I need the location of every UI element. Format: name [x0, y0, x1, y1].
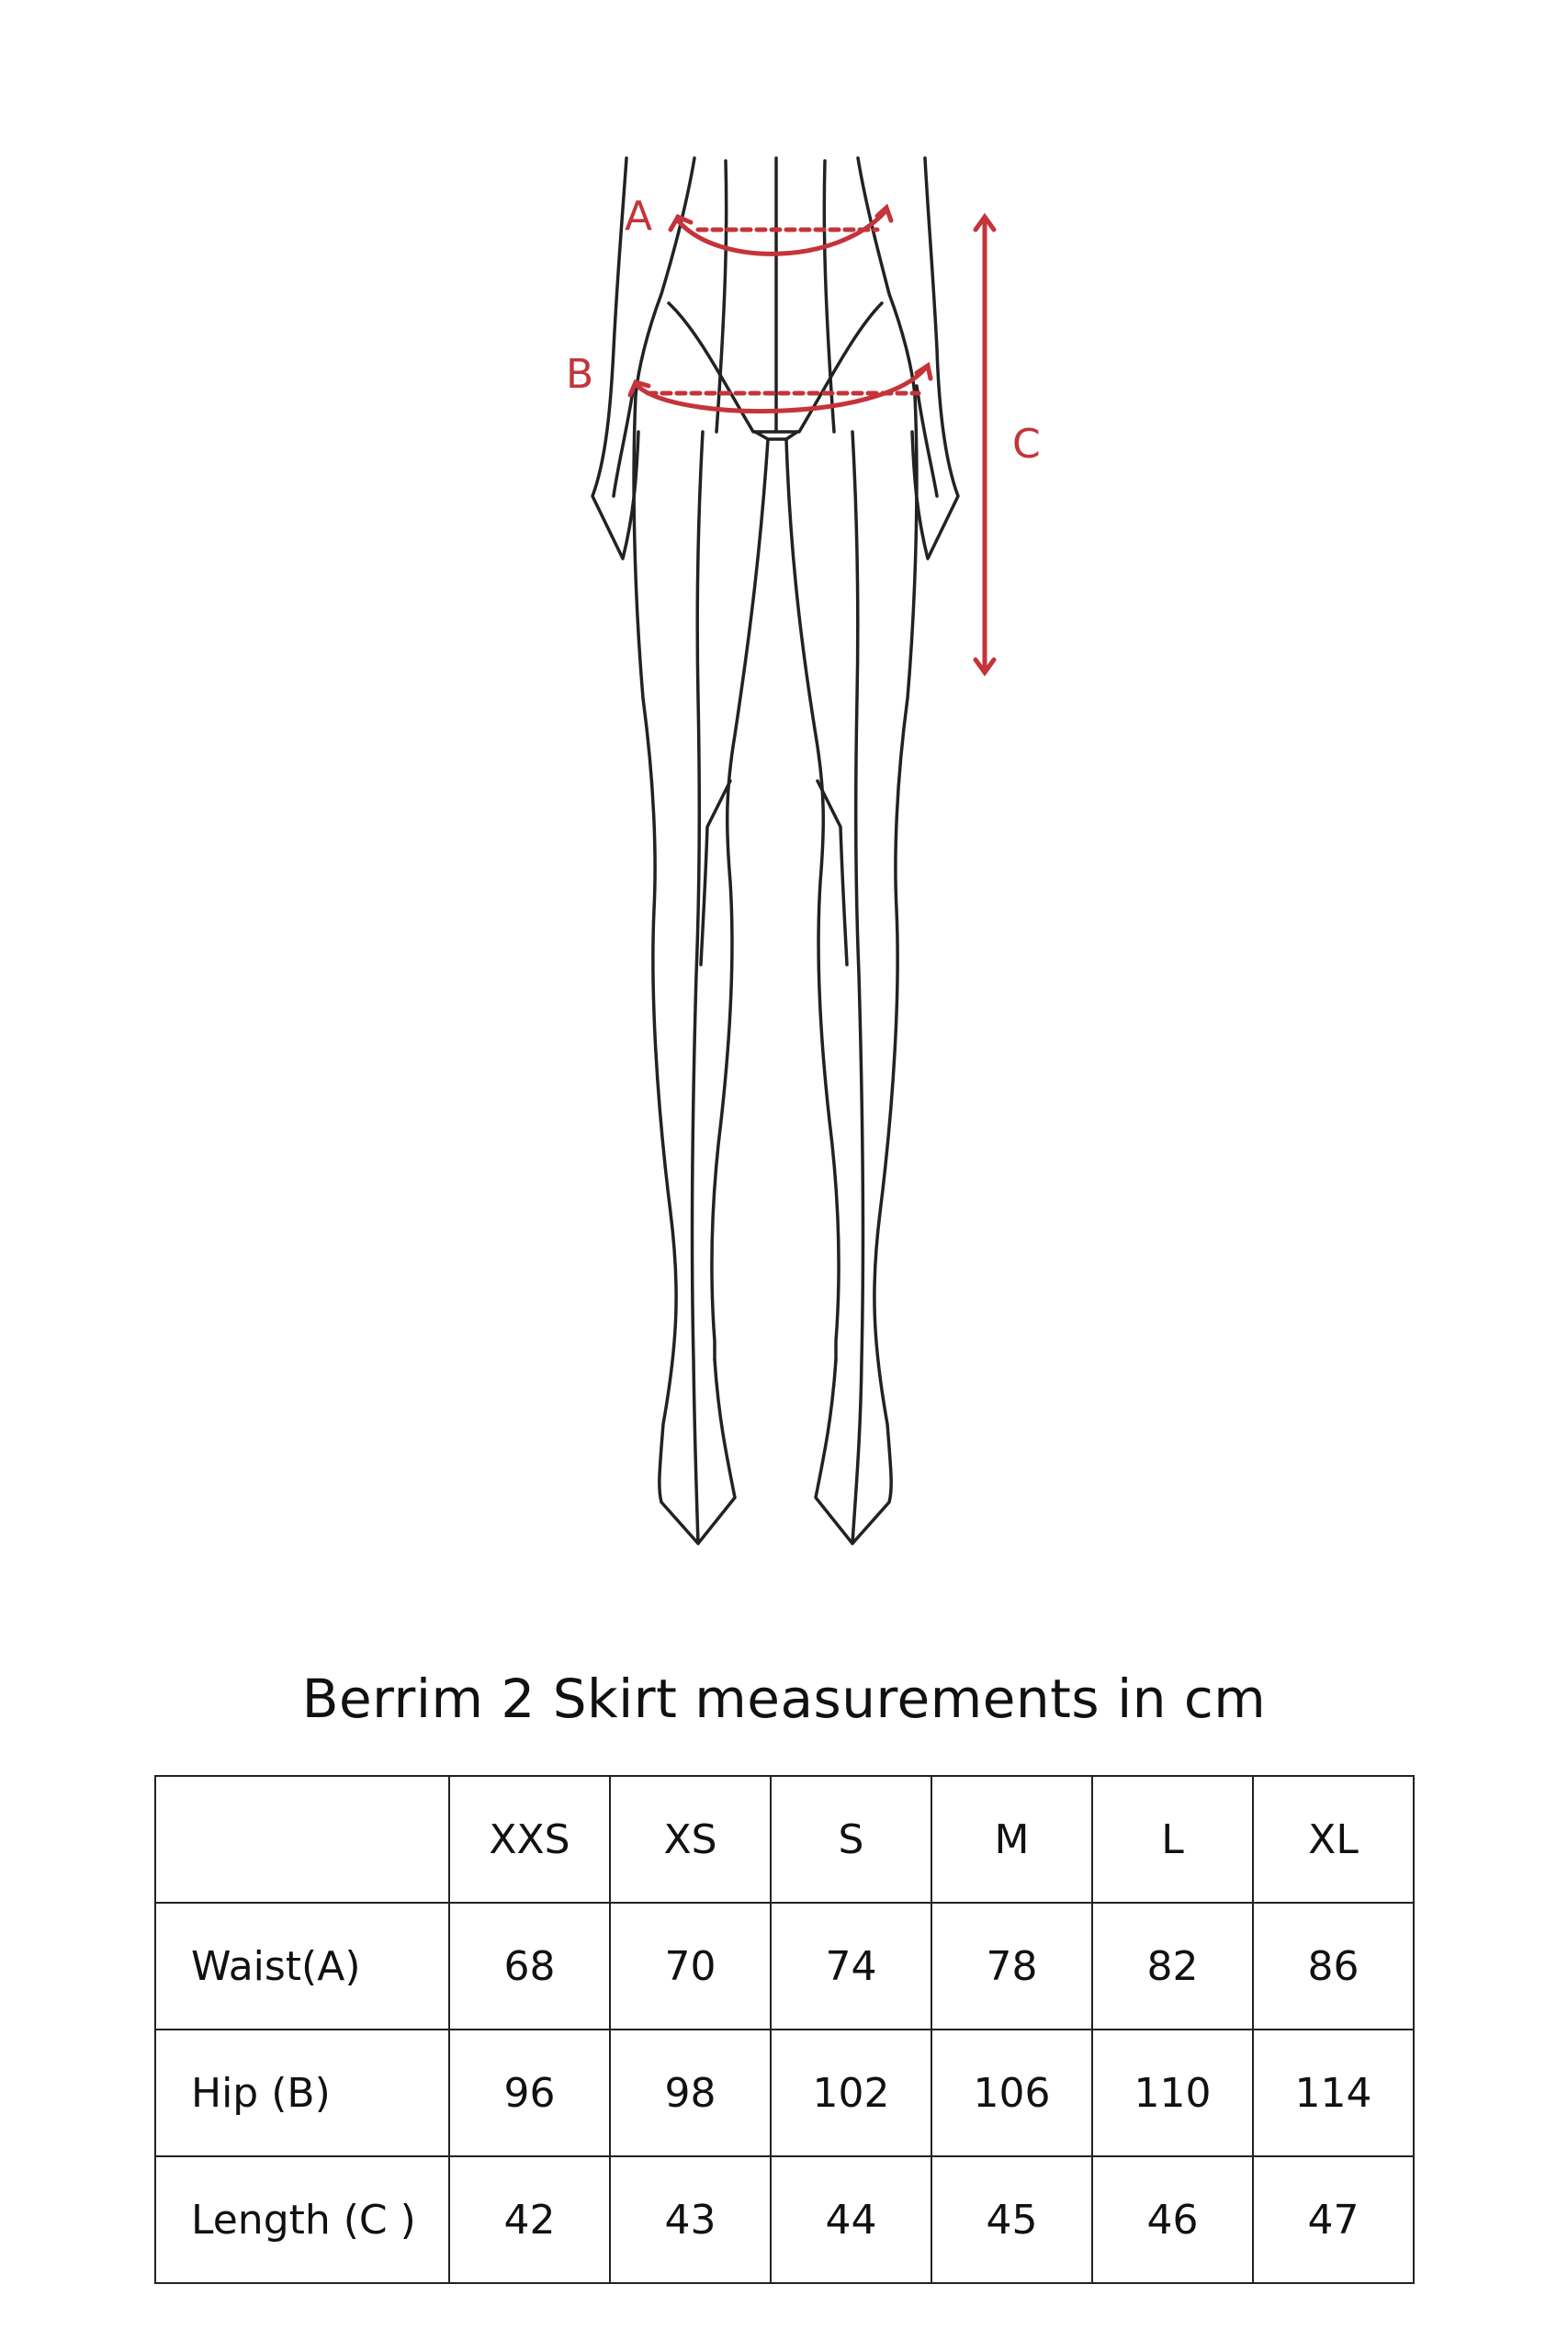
- label-c: C: [1012, 421, 1041, 468]
- table-cell: 68: [449, 1903, 610, 2030]
- table-cell: 45: [931, 2156, 1092, 2283]
- table-cell: 110: [1092, 2030, 1253, 2156]
- table-cell: 102: [771, 2030, 931, 2156]
- table-cell: 106: [931, 2030, 1092, 2156]
- size-header: L: [1092, 1776, 1253, 1903]
- size-header: XS: [610, 1776, 771, 1903]
- label-a: A: [625, 193, 653, 240]
- table-header-row: [155, 1776, 1414, 1903]
- table-cell: 78: [931, 1903, 1092, 2030]
- row-label: Waist(A): [155, 1903, 449, 2030]
- table-cell: 42: [449, 2156, 610, 2283]
- row-label: Hip (B): [155, 2030, 449, 2156]
- table-cell: 82: [1092, 1903, 1253, 2030]
- table-row: [155, 2156, 1414, 2283]
- size-header: XXS: [449, 1776, 610, 1903]
- table-cell: 46: [1092, 2156, 1253, 2283]
- table-cell: 43: [610, 2156, 771, 2283]
- size-header: XL: [1253, 1776, 1414, 1903]
- table-cell: 44: [771, 2156, 931, 2283]
- size-table: [154, 1775, 1415, 2284]
- row-label: Length (C ): [155, 2156, 449, 2283]
- corner-cell: [155, 1776, 449, 1903]
- table-cell: 86: [1253, 1903, 1414, 2030]
- page-title: Berrim 2 Skirt measurements in cm: [301, 1668, 1267, 1730]
- table-cell: 96: [449, 2030, 610, 2156]
- table-cell: 47: [1253, 2156, 1414, 2283]
- size-header: S: [771, 1776, 931, 1903]
- label-b: B: [566, 351, 594, 398]
- table-cell: 114: [1253, 2030, 1414, 2156]
- table-row: [155, 2030, 1414, 2156]
- size-header: M: [931, 1776, 1092, 1903]
- table-cell: 98: [610, 2030, 771, 2156]
- table-row: [155, 1903, 1414, 2030]
- table-cell: 70: [610, 1903, 771, 2030]
- table-cell: 74: [771, 1903, 931, 2030]
